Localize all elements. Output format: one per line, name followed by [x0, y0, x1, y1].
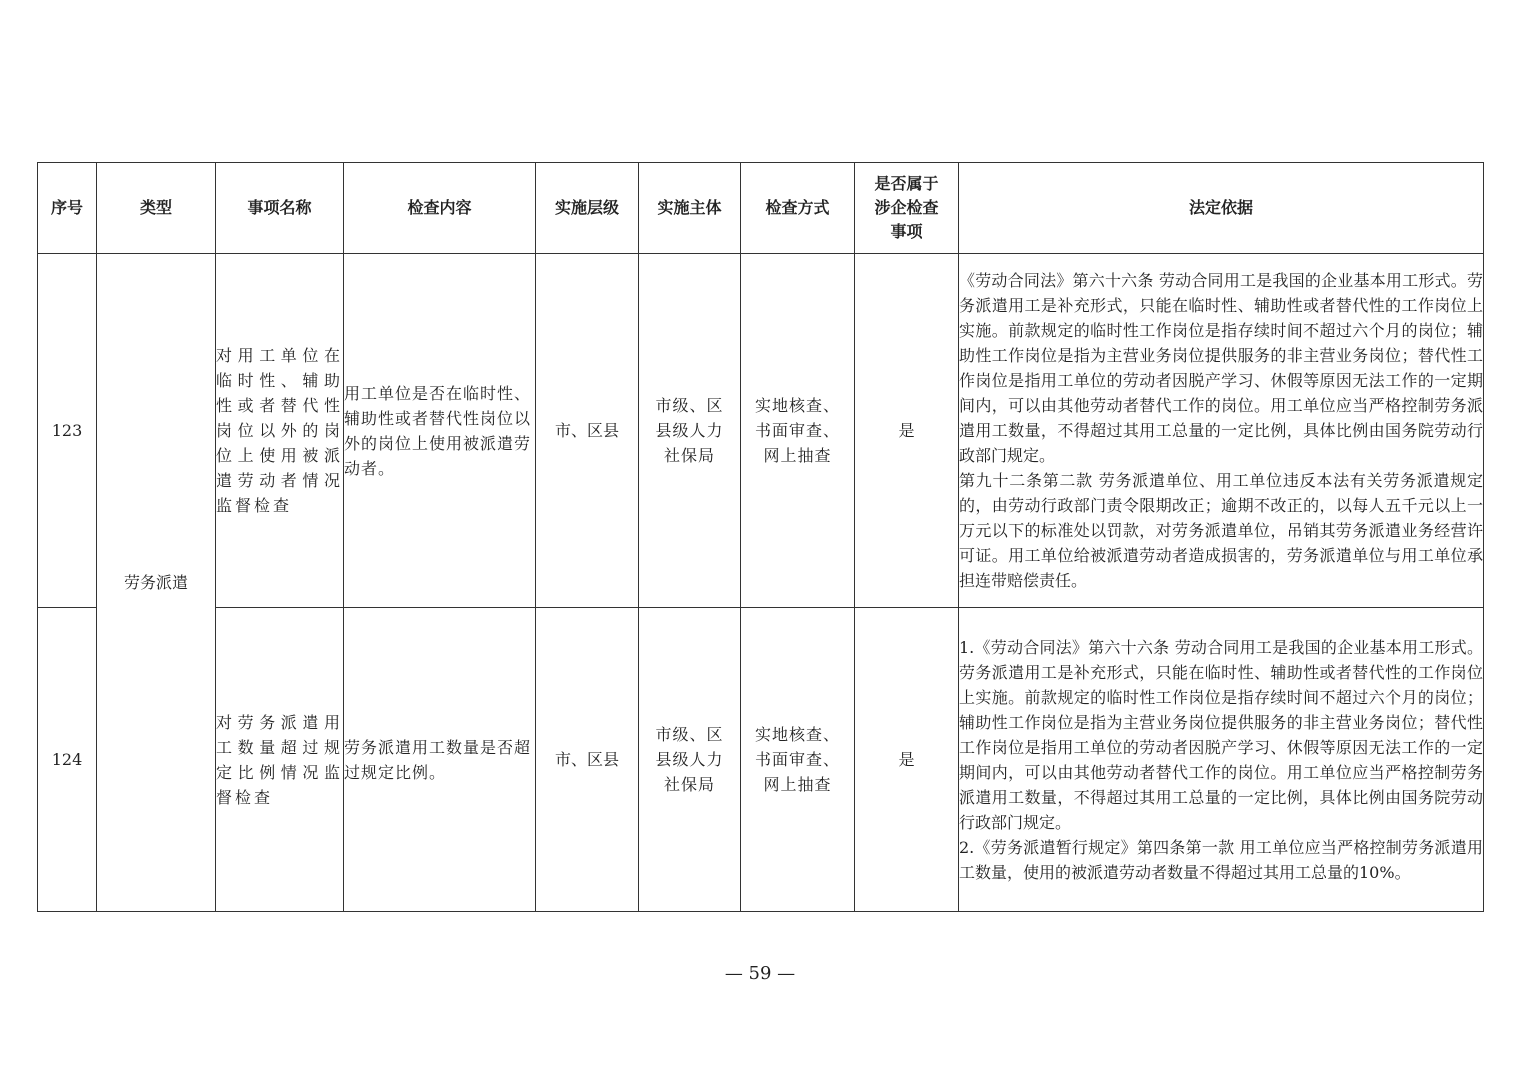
- row-method-text: 实地核查、书面审查、网上抽查: [754, 725, 840, 794]
- type-value: 劳务派遣: [123, 573, 188, 592]
- header-row: [38, 163, 1484, 254]
- row-method-text: 实地核查、书面审查、网上抽查: [754, 396, 840, 465]
- row-enterprise: 是: [855, 608, 959, 912]
- legal-basis-paragraph: 1.《劳动合同法》第六十六条 劳动合同用工是我国的企业基本用工形式。劳务派遣用工是补充形式，只能在临时性、辅助性或者替代性的工作岗位上实施。前款规定的临时性工作岗位是指存续时间不超过六个月的岗位；辅助性工作岗位是指为主营业务岗位提供服务的非主营业务岗位；替代性工作岗位是指用工单位的劳动者因脱产学习、休假等原因无法工作的一定期间内，可以由其他劳动者替代工作的岗位。用工单位应当严格控制劳务派遣用工数量，不得超过其用工总量的一定比例，具体比例由国务院劳动行政部门规定。: [959, 637, 1483, 832]
- header-method: 检查方式: [741, 163, 855, 254]
- row-seq: 124: [38, 608, 97, 912]
- row-item-name: 对劳务派遣用工数量超过规定比例情况监督检查: [216, 608, 344, 912]
- row-check-content: 劳务派遣用工数量是否超过规定比例。: [344, 608, 536, 912]
- row-subject: [639, 608, 741, 912]
- table-row: [38, 254, 1484, 608]
- row-enterprise: 是: [855, 254, 959, 608]
- header-level: 实施层级: [536, 163, 639, 254]
- row-subject: [639, 254, 741, 608]
- header-seq: 序号: [38, 163, 97, 254]
- row-subject-text: 市级、区县级人力社保局: [655, 725, 724, 794]
- row-type: [97, 254, 216, 912]
- inspection-items-table: [37, 162, 1484, 912]
- row-legal-basis: [959, 608, 1484, 912]
- row-check-content: 用工单位是否在临时性、辅助性或者替代性岗位以外的岗位上使用被派遣劳动者。: [344, 254, 536, 608]
- header-enterprise-text: 是否属于涉企检查事项: [874, 174, 939, 241]
- header-item-name: 事项名称: [216, 163, 344, 254]
- legal-basis-paragraph: 2.《劳务派遣暂行规定》第四条第一款 用工单位应当严格控制劳务派遣用工数量，使用的被派遣劳动者数量不得超过其用工总量的10%。: [959, 837, 1483, 882]
- row-level: 市、区县: [536, 608, 639, 912]
- row-method: [741, 254, 855, 608]
- table-row: [38, 608, 1484, 912]
- header-type: 类型: [97, 163, 216, 254]
- header-enterprise: [855, 163, 959, 254]
- row-subject-text: 市级、区县级人力社保局: [655, 396, 724, 465]
- legal-basis-paragraph: 第九十二条第二款 劳务派遣单位、用工单位违反本法有关劳务派遣规定的，由劳动行政部门责令限期改正；逾期不改正的，以每人五千元以上一万元以下的标准处以罚款，对劳务派遣单位，吊销其劳务派遣业务经营许可证。用工单位给被派遣劳动者造成损害的，劳务派遣单位与用工单位承担连带赔偿责任。: [959, 471, 1483, 590]
- row-item-name: 对用工单位在临时性、辅助性或者替代性岗位以外的岗位上使用被派遣劳动者情况监督检查: [216, 254, 344, 608]
- header-check-content: 检查内容: [344, 163, 536, 254]
- legal-basis-paragraph: 《劳动合同法》第六十六条 劳动合同用工是我国的企业基本用工形式。劳务派遣用工是补充形式，只能在临时性、辅助性或者替代性的工作岗位上实施。前款规定的临时性工作岗位是指存续时间不超过六个月的岗位；辅助性工作岗位是指为主营业务岗位提供服务的非主营业务岗位；替代性工作岗位是指用工单位的劳动者因脱产学习、休假等原因无法工作的一定期间内，可以由其他劳动者替代工作的岗位。用工单位应当严格控制劳务派遣用工数量，不得超过其用工总量的一定比例，具体比例由国务院劳动行政部门规定。: [959, 271, 1483, 465]
- header-legal-basis: 法定依据: [959, 163, 1484, 254]
- row-method: [741, 608, 855, 912]
- page-number: — 59 —: [724, 963, 796, 984]
- header-subject: 实施主体: [639, 163, 741, 254]
- row-seq: 123: [38, 254, 97, 608]
- row-level: 市、区县: [536, 254, 639, 608]
- row-legal-basis: [959, 254, 1484, 608]
